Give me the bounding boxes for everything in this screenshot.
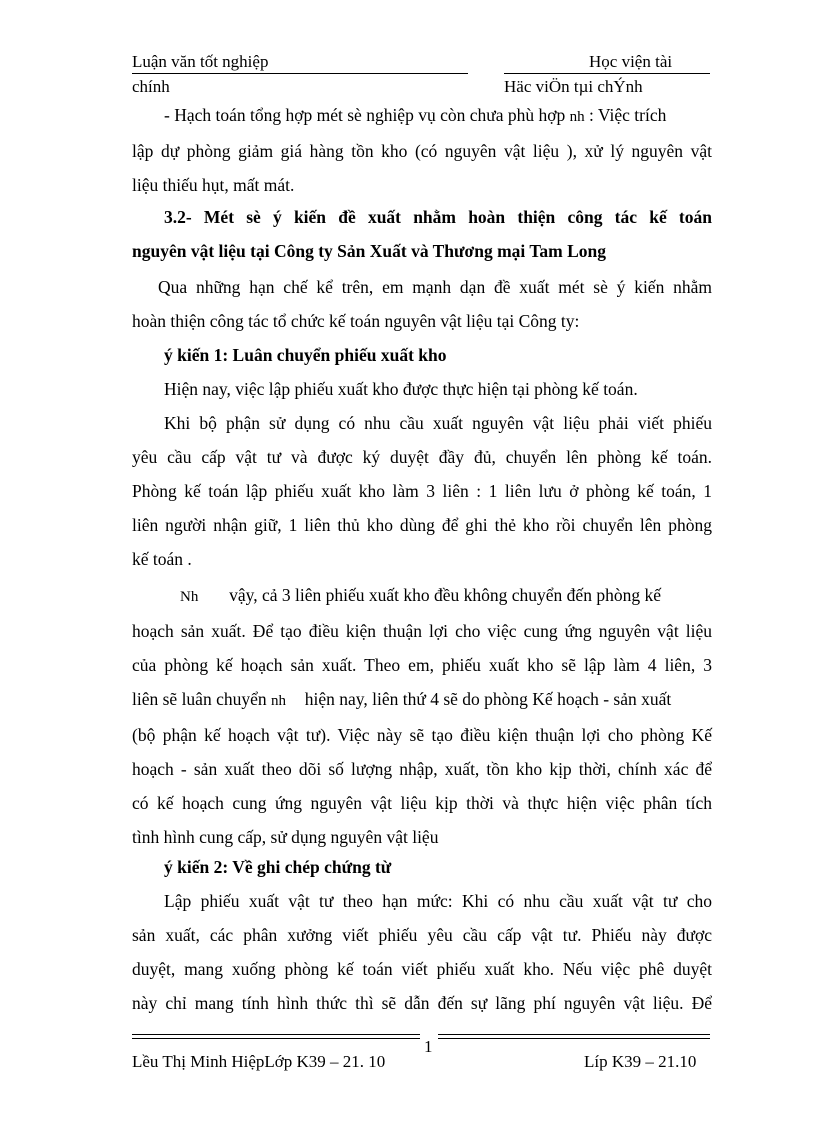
subheading-1-text: ý kiến 1: Luân chuyển phiếu xuất kho — [164, 345, 447, 365]
p1-text-a: - Hạch toán tổng hợp mét sè nghiệp vụ còn chưa phù hợp — [164, 105, 566, 125]
p5-line-1: vậy, cả 3 liên phiếu xuất kho đều không chuyển đến phòng kế — [229, 585, 661, 605]
p5-line-4a: liên sẽ luân chuyển — [132, 689, 267, 709]
p5-line-5: (bộ phận kế hoạch vật tư). Việc này sẽ tạo điều kiện thuận lợi cho phòng Kế — [132, 725, 712, 745]
p1-line-2: lập dự phòng giảm giá hàng tồn kho (có nguyên vật liệu ), xử lý nguyên vật — [132, 141, 712, 161]
p4-line-5: kế toán . — [132, 549, 192, 569]
p5-line-8: tình hình cung cấp, sử dụng nguyên vật liệu — [132, 827, 439, 847]
p2-line-1: Qua những hạn chế kể trên, em mạnh dạn đề xuất mét sè ý kiến nhằm — [158, 277, 712, 297]
paragraph-4 — [132, 406, 712, 576]
subheading-2-text: ý kiến 2: Về ghi chép chứng từ — [164, 857, 392, 877]
p5-fragment-nh-2: nh — [270, 693, 286, 709]
p5-fragment-nh: Nh — [180, 589, 199, 605]
p1-line-3: liệu thiếu hụt, mất mát. — [132, 175, 295, 195]
p4-line-2: yêu cầu cấp vật tư và được ký duyệt đầy đủ, chuyển lên phòng kế toán. — [132, 447, 712, 467]
p1-fragment-nh: nh — [569, 109, 585, 125]
p5-line-2: hoạch sản xuất. Để tạo điều kiện thuận lợi cho việc cung ứng nguyên vật liệu — [132, 621, 712, 641]
footer-rule-right-top — [438, 1034, 710, 1035]
header-rule-right — [504, 73, 710, 74]
p6-line-3: duyệt, mang xuống phòng kế toán viết phiếu xuất kho. Nếu việc phê duyệt — [132, 959, 712, 979]
header-left-title: Luận văn tốt nghiệp — [132, 52, 269, 71]
footer-class: Líp K39 – 21.10 — [584, 1052, 697, 1071]
paragraph-5 — [132, 578, 712, 854]
paragraph-1 — [132, 98, 712, 202]
heading-line-1: 3.2- Mét sè ý kiến đề xuất nhằm hoàn thiện công tác kế toán — [164, 207, 712, 227]
paragraph-2 — [132, 270, 712, 338]
p4-line-3: Phòng kế toán lập phiếu xuất kho làm 3 liên : 1 liên lưu ở phòng kế toán, 1 — [132, 481, 712, 501]
header-left-continuation: chính — [132, 77, 170, 96]
p4-line-4: liên người nhận giữ, 1 liên thủ kho dùng để ghi thẻ kho rồi chuyển lên phòng — [132, 515, 712, 535]
subheading-2 — [132, 850, 712, 884]
p3-text: Hiện nay, việc lập phiếu xuất kho được thực hiện tại phòng kế toán. — [164, 379, 638, 399]
footer-author: Lều Thị Minh HiệpLớp K39 – 21. 10 — [132, 1052, 386, 1071]
header-right-title: Học viện tài — [589, 52, 673, 71]
p6-line-2: sản xuất, các phân xưởng viết phiếu yêu cầu cấp vật tư. Phiếu này được — [132, 925, 712, 945]
subheading-1 — [132, 338, 712, 372]
p4-line-1: Khi bộ phận sử dụng có nhu cầu xuất nguyên vật liệu phải viết phiếu — [164, 413, 712, 433]
paragraph-3 — [132, 372, 712, 406]
p6-line-4: này chỉ mang tính hình thức thì sẽ dẫn đến sự lãng phí nguyên vật liệu. Để — [132, 993, 712, 1013]
header-rule-left — [132, 73, 468, 74]
section-heading-3-2 — [132, 200, 712, 268]
footer-rule-left-bottom — [132, 1038, 420, 1039]
paragraph-6 — [132, 884, 712, 1020]
footer-rule-left-top — [132, 1034, 420, 1035]
p6-line-1: Lập phiếu xuất vật tư theo hạn mức: Khi có nhu cầu xuất vật tư cho — [164, 891, 712, 911]
footer-rule-right-bottom — [438, 1038, 710, 1039]
p5-line-4b: hiện nay, liên thứ 4 sẽ do phòng Kế hoạch - sản xuất — [304, 689, 672, 709]
p5-line-6: hoạch - sản xuất theo dõi số lượng nhập, xuất, tồn kho kịp thời, chính xác để — [132, 759, 712, 779]
heading-line-2: nguyên vật liệu tại Công ty Sản Xuất và Thương mại Tam Long — [132, 241, 607, 261]
p2-line-2: hoàn thiện công tác tổ chức kế toán nguyên vật liệu tại Công ty: — [132, 311, 580, 331]
p5-line-7: có kế hoạch cung ứng nguyên vật liệu kịp thời và thực hiện việc phân tích — [132, 793, 712, 813]
p5-line-3: của phòng kế hoạch sản xuất. Theo em, phiếu xuất kho sẽ lập làm 4 liên, 3 — [132, 655, 712, 675]
p1-text-b: : Việc trích — [589, 105, 667, 125]
header-right-continuation: Häc viÖn tµi chÝnh — [504, 77, 643, 96]
page-number: 1 — [424, 1037, 433, 1056]
